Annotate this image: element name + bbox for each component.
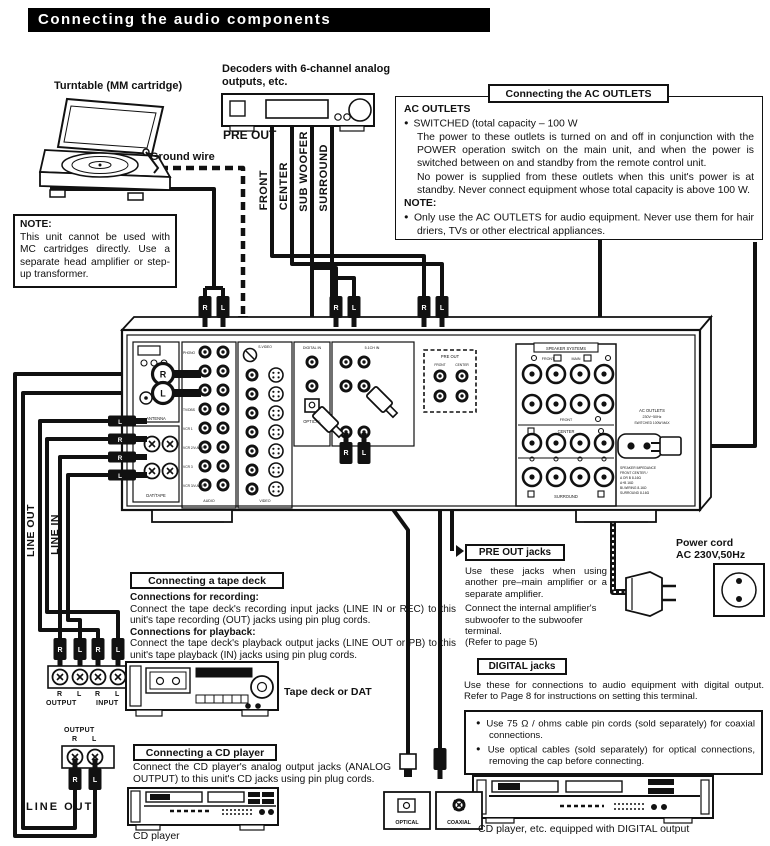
cd-output-label: OUTPUT xyxy=(64,727,95,734)
cd-player-box-text: Connect the CD player's analog output jacks (ANALOG OUTPUT) to this unit's CD jacks using pin plug cords. xyxy=(133,762,391,785)
optical-box-label: OPTICAL xyxy=(395,820,419,826)
tape-deck-label: Tape deck or DAT xyxy=(284,686,372,698)
cd-output-r: R xyxy=(72,736,78,743)
speaker-systems-label: SPEAKER SYSTEMS xyxy=(545,346,587,351)
cd-player-digital xyxy=(473,776,713,823)
ground-wire-label: Ground wire xyxy=(150,151,215,163)
plug-letter: L xyxy=(118,473,122,480)
imp-2: A OR B 8-16Ω xyxy=(620,476,641,480)
ac-outlet xyxy=(618,434,681,458)
tape-output-label: OUTPUT xyxy=(46,700,77,707)
digital-bullet-1: ● Use 75 Ω / ohms cable pin cords (sold separately) for coaxial connections. xyxy=(476,717,755,741)
cd-plugs-block xyxy=(62,746,114,790)
line-out-bottom-label: LINE OUT xyxy=(26,801,94,813)
digital-label: DIGITAL IN xyxy=(302,346,322,350)
ac-note-bullet: ● Only use the AC OUTLETS for audio equipment. Never use them for hair driers, TVs or other electrical appliances. xyxy=(404,210,754,238)
imp-0: SPEAKER IMPEDANCE xyxy=(620,466,657,470)
preout-para-1: Use these jacks when using another pre–main amplifier or a separate amplifier. xyxy=(465,566,607,600)
digital-jacks-box-text: Use these for connections to audio equipment with digital output. Refer to Page 8 for instructions on setting this terminal. xyxy=(464,680,764,703)
plug-letter: L xyxy=(77,647,83,654)
note-text: This unit cannot be used with MC cartridges directly. Use a separate head amplifier or step-up transformer. xyxy=(20,231,170,281)
video-label: VIDEO xyxy=(259,499,271,503)
line-in-label: LINE IN xyxy=(49,514,61,555)
preout-panel-label: PRE OUT xyxy=(440,354,460,359)
svideo-label: S-VIDEO xyxy=(258,345,272,349)
turntable xyxy=(40,99,170,200)
plug-letter: R xyxy=(117,437,123,444)
plug-letter: R xyxy=(421,305,427,312)
tape-deck xyxy=(126,662,278,716)
plug-letter: L xyxy=(439,305,445,312)
ac-label-2: 230V~50Hz xyxy=(642,415,662,419)
row-vcr1: VCR 1 xyxy=(183,427,193,431)
ac-heading: AC OUTLETS xyxy=(404,104,471,115)
audio-label: AUDIO xyxy=(203,499,215,503)
row-phono: PHONO xyxy=(183,351,196,355)
center-channel-label: CENTER xyxy=(278,162,290,211)
tape-deck-box-title: Connecting a tape deck xyxy=(130,572,284,589)
digital-jacks-inner-box xyxy=(464,710,763,775)
page-title: Connecting the audio components xyxy=(28,8,490,32)
plug-letter: R xyxy=(343,450,349,457)
digital-jacks-panel xyxy=(305,356,319,413)
preout-para-2: Connect the internal amplifier's subwoofer to the subwoofer terminal. xyxy=(465,603,597,638)
subwoofer-channel-label: SUB WOOFER xyxy=(298,131,310,212)
ac-note-heading: NOTE: xyxy=(404,197,437,209)
tape-pb-text: Connect the tape deck's playback output jacks (LINE OUT or PB) to this unit's tape playback (IN) jacks using pin plug cords. xyxy=(130,638,456,661)
tape-input-label: INPUT xyxy=(96,700,119,707)
row-tv: TV/DBS xyxy=(183,408,195,412)
turntable-label: Turntable (MM cartridge) xyxy=(54,80,183,92)
preout-para-3: (Refer to page 5) xyxy=(465,637,538,649)
front-b-label: FRONT xyxy=(559,418,573,422)
power-plug xyxy=(626,564,764,616)
tape-pb-heading: Connections for playback: xyxy=(130,626,256,638)
row-cd: CD xyxy=(183,370,188,374)
decoder-unit xyxy=(222,94,374,131)
imp-4: BI-WIRING 8-16Ω xyxy=(620,486,647,490)
ac-para-2: No power is supplied from these outlets when this unit's power is at standby. Never connect equipment whose total capacity is above 100 W. xyxy=(417,171,754,196)
ac-bullet-1: ● SWITCHED (total capacity – 100 W xyxy=(404,116,754,131)
plug-letter: L xyxy=(118,419,122,426)
tape-rec-text: Connect the tape deck's recording input jacks (LINE IN or REC) to this unit's tape recording (OUT) jacks using pin plug cords. xyxy=(130,603,456,627)
preout-arrow xyxy=(456,545,464,557)
power-cord-label-2: AC 230V,50Hz xyxy=(676,549,746,561)
plug-letter: R xyxy=(57,647,63,654)
front-channel-label: FRONT xyxy=(258,170,270,211)
preout-jacks-box-text xyxy=(465,566,607,649)
main-label: MAIN xyxy=(571,357,581,361)
tape-jack-l1: L xyxy=(77,691,82,698)
tape-jack-r1: R xyxy=(57,691,63,698)
antenna-label: ANTENNA xyxy=(146,416,166,421)
surround-label: SURROUND xyxy=(554,494,578,499)
plug-letter: L xyxy=(351,305,357,312)
tape-jack-l2: L xyxy=(115,691,120,698)
imp-1: FRONT CENTER / xyxy=(620,471,648,475)
tape-plugs-block xyxy=(48,638,132,688)
coaxial-box-label: COAXIAL xyxy=(447,820,471,826)
note-box xyxy=(13,214,177,288)
note-heading: NOTE: xyxy=(20,219,52,230)
front-main-label: FRONT xyxy=(541,357,555,361)
plug-letter: L xyxy=(220,305,226,312)
imp-3: A+B 16Ω xyxy=(620,481,634,485)
cd-output-l: L xyxy=(92,736,97,743)
preout-section xyxy=(424,350,476,412)
cd-player-label: CD player xyxy=(133,830,180,842)
tape-deck-box-text xyxy=(130,592,456,662)
plug-letter: L xyxy=(160,388,166,399)
digital-jacks-box-title: DIGITAL jacks xyxy=(477,658,567,675)
plug-letter: R xyxy=(117,455,123,462)
digital-bullet-2: ● Use optical cables (sold separately) for optical connections, removing the cap before connecting. xyxy=(476,743,755,767)
ch51-label: 5.1CH IN xyxy=(364,346,380,350)
preout-front-label: FRONT xyxy=(434,363,446,367)
plug-letter: L xyxy=(115,647,121,654)
ac-outlets-box-title: Connecting the AC OUTLETS xyxy=(488,84,669,103)
row-vcr2: VCR 2/V.AUX xyxy=(183,446,204,450)
plug-letter: L xyxy=(361,450,367,457)
optical-panel-label: OPTICAL xyxy=(303,419,321,424)
row-vcr3aux: VCR 3/V.AUX xyxy=(183,484,204,488)
power-cord-label xyxy=(676,537,768,561)
plug-letter: R xyxy=(72,777,78,784)
ac-outlets-box xyxy=(395,96,763,240)
ac-para-1: The power to these outlets is turned on and off in conjunction with the POWER operation switch on the main unit, and when the power is switched between on and standby from the remote control unit. xyxy=(417,131,754,170)
plug-letter: L xyxy=(92,777,98,784)
tape-jack-r2: R xyxy=(95,691,101,698)
plug-letter: R xyxy=(159,369,167,380)
line-out-label: LINE OUT xyxy=(25,504,37,557)
ac-label-1: AC OUTLETS xyxy=(639,408,665,413)
row-vcr3: VCR 3 xyxy=(183,465,193,469)
surround-channel-label: SURROUND xyxy=(318,144,330,212)
tape-rec-heading: Connections for recording: xyxy=(130,592,259,603)
cd-player-digital-label: CD player, etc. equipped with DIGITAL output xyxy=(478,823,690,835)
row-dvd: DVD/VDP xyxy=(183,389,198,393)
preout-jacks-box-title: PRE OUT jacks xyxy=(465,544,565,561)
preout-center-label: CENTER xyxy=(455,363,469,367)
preout-label: PRE OUT xyxy=(223,128,277,142)
dat-tape-label: DAT/TAPE xyxy=(146,493,166,498)
decoder-label: Decoders with 6-channel analog outputs, etc. xyxy=(222,63,391,88)
imp-5: SURROUND 8-16Ω xyxy=(620,491,650,495)
cd-player-box-title: Connecting a CD player xyxy=(133,744,277,761)
power-cord-label-1: Power cord xyxy=(676,537,734,549)
ac-label-3: SWITCHED 100W MAX xyxy=(634,421,670,425)
plug-letter: R xyxy=(95,647,101,654)
plug-letter: R xyxy=(333,305,339,312)
cd-player-analog xyxy=(128,788,278,830)
center-label: CENTER xyxy=(557,429,575,434)
plug-letter: R xyxy=(202,305,208,312)
